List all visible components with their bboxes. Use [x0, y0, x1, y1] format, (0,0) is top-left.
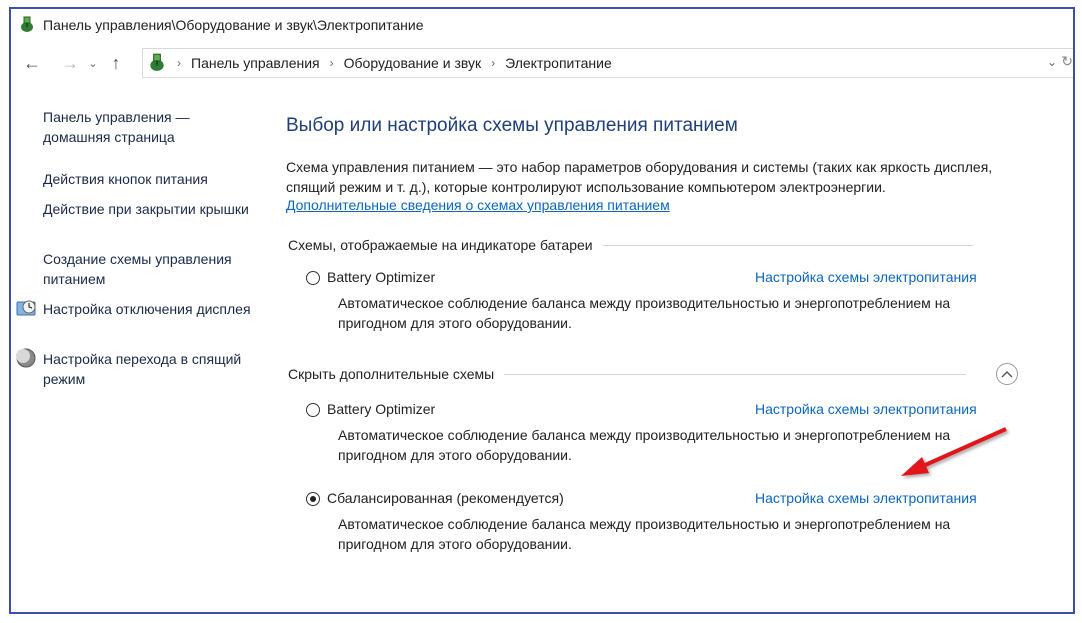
- chevron-down-icon: ⌄: [88, 57, 98, 70]
- page-title: Выбор или настройка схемы управления питанием: [286, 115, 738, 136]
- extra-section-header: [288, 366, 966, 382]
- refresh-icon[interactable]: ↻: [1061, 53, 1073, 69]
- display-clock-icon: [16, 298, 38, 325]
- forward-button[interactable]: [55, 48, 85, 78]
- breadcrumb-item-power-options[interactable]: Электропитание: [505, 55, 612, 71]
- back-button[interactable]: [17, 48, 47, 78]
- collapse-extra-plans-button[interactable]: [996, 363, 1018, 385]
- breadcrumb-item-hardware-sound[interactable]: Оборудование и звук: [343, 55, 482, 71]
- forward-arrow-icon: →: [61, 52, 79, 73]
- battery-section-header: [288, 237, 973, 253]
- window-title: Панель управления\Оборудование и звук\Электропитание: [43, 17, 424, 33]
- sidebar-item-power-buttons[interactable]: Действия кнопок питания: [43, 171, 208, 187]
- moon-sleep-icon: [16, 348, 38, 375]
- power-options-icon: [147, 52, 167, 75]
- back-arrow-icon: ←: [23, 52, 41, 73]
- breadcrumb-separator-icon: ›: [177, 56, 181, 70]
- plan-description: Автоматическое соблюдение баланса между производительностью и энергопотреблением на пригодном для этого оборудовании.: [338, 295, 951, 331]
- sidebar-item-sleep[interactable]: Настройка перехода в спящий режим: [43, 351, 242, 387]
- plan-name[interactable]: Battery Optimizer: [327, 269, 436, 285]
- up-button[interactable]: [101, 48, 131, 78]
- breadcrumb-separator-icon: ›: [329, 56, 334, 70]
- up-arrow-icon: ↑: [111, 52, 121, 73]
- change-plan-settings-link[interactable]: Настройка схемы электропитания: [755, 490, 977, 506]
- address-bar[interactable]: [142, 48, 1073, 78]
- control-panel-window: [9, 7, 1075, 614]
- plan-name[interactable]: Сбалансированная (рекомендуется): [327, 490, 564, 506]
- plan-radio-button-selected[interactable]: [306, 492, 320, 506]
- section-divider: [504, 374, 966, 375]
- section-divider: [603, 245, 973, 246]
- breadcrumb-separator-icon: ›: [491, 56, 496, 70]
- navigation-bar: [11, 47, 1073, 79]
- chevron-up-icon: [1001, 370, 1013, 378]
- sidebar-item-display-off[interactable]: Настройка отключения дисплея: [43, 301, 251, 317]
- breadcrumb-item-control-panel[interactable]: Панель управления: [191, 55, 320, 71]
- extra-section-label: Скрыть дополнительные схемы: [288, 366, 495, 382]
- change-plan-settings-link[interactable]: Настройка схемы электропитания: [755, 269, 977, 285]
- plan-name[interactable]: Battery Optimizer: [327, 401, 436, 417]
- plan-description: Автоматическое соблюдение баланса между производительностью и энергопотреблением на пригодном для этого оборудовании.: [338, 427, 951, 463]
- address-dropdown-icon[interactable]: ⌄: [1046, 55, 1057, 69]
- sidebar-item-create-plan[interactable]: Создание схемы управления питанием: [43, 251, 232, 287]
- page-description: Схема управления питанием — это набор параметров оборудования и системы (таких как яркость дисплея, спящий режим и т. д.), которые контролируют использование компьютером электроэнергии.: [286, 159, 993, 195]
- sidebar-item-home[interactable]: Панель управления — домашняя страница: [43, 109, 190, 145]
- plan-radio-button[interactable]: [306, 403, 320, 417]
- change-plan-settings-link[interactable]: Настройка схемы электропитания: [755, 401, 977, 417]
- title-bar: [11, 9, 1073, 41]
- recent-locations-button[interactable]: [85, 48, 101, 78]
- more-info-link[interactable]: Дополнительные сведения о схемах управления питанием: [286, 197, 670, 213]
- plan-radio-button[interactable]: [306, 271, 320, 285]
- power-options-icon: [18, 15, 36, 36]
- plan-description: Автоматическое соблюдение баланса между производительностью и энергопотреблением на пригодном для этого оборудовании.: [338, 516, 951, 552]
- battery-section-label: Схемы, отображаемые на индикаторе батареи: [288, 237, 593, 253]
- sidebar-item-lid-close[interactable]: Действие при закрытии крышки: [43, 201, 249, 217]
